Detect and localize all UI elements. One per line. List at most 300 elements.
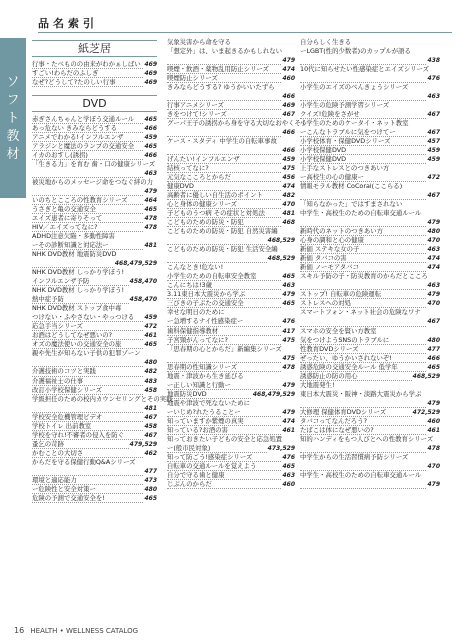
index-entry — [300, 408, 440, 417]
entry-title: グーパ王子の誘拐から身を守る大切なおやくそく — [167, 119, 308, 128]
index-entry — [32, 133, 157, 142]
index-entry — [167, 191, 295, 200]
entry-title: 誘惑防止の防の用心 — [300, 371, 358, 380]
entry-title: 知って防ごう!感染症シリーズ — [167, 452, 253, 461]
entry-page: 480 — [144, 485, 157, 493]
index-entry — [32, 286, 157, 295]
entry-page: 465 — [282, 300, 295, 308]
entry-title: 赤ぎさんちゃんと学ぼう交通ルール — [32, 115, 135, 124]
index-column-1 — [32, 38, 173, 503]
index-column-3 — [300, 38, 440, 489]
entry-page: 459 — [427, 147, 440, 155]
entry-title: 子どものうつ病 その症状と対処法 — [167, 209, 265, 218]
index-entry — [167, 83, 295, 92]
index-entry — [32, 494, 157, 503]
entry-page: 465 — [144, 116, 157, 124]
index-entry — [32, 377, 157, 386]
entry-page: 468,529 — [267, 255, 295, 263]
entry-page: 469 — [144, 79, 157, 87]
index-entry — [167, 426, 295, 435]
entry-title: 新価 ノーモアタバコ — [300, 263, 359, 272]
index-entry — [32, 277, 157, 286]
entry-title: 小学生の危険予測学習シリーズ — [300, 101, 390, 110]
index-entry — [300, 47, 440, 56]
index-entry — [167, 390, 295, 399]
entry-page: 473 — [144, 476, 157, 484]
entry-title: 上手なストレスとのつきあい方 — [300, 164, 390, 173]
entry-page: 465 — [427, 363, 440, 371]
entry-title: 幸せな明日のために — [167, 308, 225, 317]
index-entry — [167, 110, 295, 119]
index-entry — [167, 327, 295, 336]
index-entry — [300, 444, 440, 453]
entry-page: 473,529 — [267, 444, 295, 452]
entry-title: こどものための防災・防犯 — [167, 218, 244, 227]
entry-title: ケース・スタディ 中学生の自転車事故 — [167, 137, 277, 146]
entry-page: 475 — [282, 354, 295, 362]
entry-title: 学校安全危機管理ビデオ — [32, 412, 103, 421]
entry-title: 気をつけようSNSのトラブルに — [300, 335, 390, 344]
entry-page: 466 — [282, 129, 295, 137]
entry-title: オズの魔法使いの交通安全の旅 — [32, 340, 122, 349]
index-entry — [32, 259, 157, 268]
entry-page: 482 — [144, 368, 157, 376]
entry-page: 466 — [144, 125, 157, 133]
entry-title: 小学生のエイズのべんきょうシリーズ — [300, 83, 409, 92]
index-entry — [32, 124, 157, 133]
entry-title: アラジンと魔法のランプの交通安全 — [32, 142, 135, 151]
entry-title: エイズ患者に寄りそって — [32, 214, 103, 223]
entry-title: インフルエンザ予防 — [32, 277, 90, 286]
index-entry — [167, 65, 295, 74]
index-entry — [167, 56, 295, 65]
entry-page: 470 — [427, 462, 440, 470]
entry-title: イカのおすし(誘拐) — [32, 151, 88, 160]
entry-page: 464 — [144, 197, 157, 205]
side-tab — [0, 38, 26, 198]
index-entry — [300, 137, 440, 146]
index-entry — [32, 169, 157, 178]
entry-page: 476 — [282, 453, 295, 461]
index-entry — [32, 394, 173, 404]
index-entry — [32, 422, 157, 431]
entry-title: 情報モラル教材 CoCoral(ここらる) — [300, 182, 403, 191]
entry-page: 462 — [144, 449, 157, 457]
entry-title: 大修理 保健体育DVDシリーズ — [300, 407, 387, 416]
entry-page: 479 — [282, 408, 295, 416]
index-entry — [32, 214, 157, 223]
entry-page: 466 — [282, 147, 295, 155]
entry-title: ーその診断知識と対応法ー — [32, 241, 109, 250]
index-entry — [167, 354, 295, 363]
index-entry — [32, 196, 157, 205]
index-entry — [167, 137, 295, 146]
entry-title: 応急手当シリーズ — [32, 322, 83, 331]
entry-page: 472 — [427, 174, 440, 182]
entry-title: 子宮頸がんってなに? — [167, 335, 228, 344]
entry-title: 新価 ステキな女の子 — [300, 245, 360, 254]
entry-title: 小学生のためのケータイ・ネット教室 — [300, 119, 409, 128]
entry-page: 465 — [144, 143, 157, 151]
entry-title: 介護福祉士の仕事 — [32, 376, 84, 385]
entry-title: たばこは体になぜ悪いの? — [300, 425, 374, 434]
entry-title: 中学生・高校生のための自転車交通ルール — [300, 209, 422, 218]
entry-page: 479 — [427, 291, 440, 299]
index-entry — [300, 200, 440, 209]
entry-title: きをつけて!シリーズ — [167, 110, 227, 119]
index-entry — [32, 160, 157, 169]
entry-title: ー(般市民対象) — [167, 443, 211, 452]
entry-page: 479 — [427, 399, 440, 407]
index-entry — [32, 187, 157, 196]
index-entry — [167, 417, 295, 426]
entry-title: 気象災害から命を守る — [167, 38, 231, 46]
entry-page: 463 — [427, 93, 440, 101]
entry-page: 472,529 — [412, 408, 440, 416]
entry-page: 475 — [282, 336, 295, 344]
entry-title: スマホの安全を賢い方教室 — [300, 326, 377, 335]
index-entry — [300, 345, 440, 354]
entry-page: 475 — [282, 165, 295, 173]
entry-title: 知っている?お酒の害 — [167, 425, 228, 434]
entry-title: 小学生のための自転車安全教室 — [167, 272, 257, 281]
index-entry — [167, 462, 295, 471]
index-entry — [167, 200, 295, 209]
entry-title: こどものための防災・防犯 自然災害編 — [167, 227, 278, 236]
entry-page: 474 — [282, 183, 295, 191]
entry-title: 三びきの子ぶたの交通安全 — [167, 299, 244, 308]
entry-page: 465 — [144, 494, 157, 502]
index-entry — [300, 336, 440, 345]
index-entry — [300, 453, 440, 462]
entry-title: 歯科保健指導教材 — [167, 326, 219, 335]
entry-page: 480 — [427, 228, 440, 236]
entry-title: 自分で守る歯と健康 — [167, 470, 225, 479]
entry-title: クイズ!危険をさがせ — [300, 110, 360, 119]
entry-title: 小学校体育・保健DVDシリーズ — [300, 137, 391, 146]
entry-title: NHK DVD教材 ストップ食中毒 — [32, 304, 122, 313]
entry-page: 465 — [144, 206, 157, 214]
entry-page: 459 — [144, 314, 157, 322]
entry-title: こんにちは!3歳 — [167, 281, 212, 290]
entry-page: 461 — [144, 332, 157, 340]
entry-title: ストップ! 自転車の危険運転 — [300, 290, 382, 299]
entry-page: 456 — [282, 174, 295, 182]
entry-title: 東日本大震災・阪神・淡路大震災から学ぶ — [300, 389, 422, 398]
section-heading-kamishibai: 紙芝居 — [32, 40, 157, 57]
entry-page: 474 — [282, 417, 295, 425]
index-entry — [167, 101, 295, 110]
entry-page: 467 — [282, 111, 295, 119]
entry-title: 元気なこころとからだ — [167, 173, 231, 182]
index-entry — [167, 164, 295, 173]
entry-page: 461 — [282, 426, 295, 434]
entry-title: HIV／エイズってなに? — [32, 223, 98, 232]
entry-title: 学校トイレ 出前教室 — [32, 421, 92, 430]
entry-title: 3.11東日本大震災から学ぶ — [167, 290, 246, 299]
index-entry — [300, 272, 440, 281]
entry-title: かむことの大切さ — [32, 448, 84, 457]
entry-title: 誘惑危険の交通安全ルール 低学年 — [300, 362, 398, 371]
entry-title: ー正しい知識と行動ー — [167, 380, 231, 389]
index-entry — [300, 119, 440, 128]
index-entry — [300, 471, 440, 480]
index-entry — [300, 110, 440, 119]
index-entry — [300, 381, 440, 390]
header-rule — [38, 32, 452, 33]
index-entry — [300, 155, 440, 164]
index-entry — [32, 404, 157, 413]
index-entry — [300, 399, 440, 408]
index-entry — [167, 444, 295, 453]
index-entry — [300, 327, 440, 336]
entry-title: 喫煙・飲酒・薬物乱用防止シリーズ — [167, 65, 269, 74]
entry-title: 知っておきたい子どもの安全と応急処置 — [167, 434, 283, 443]
page-header — [0, 0, 462, 36]
index-entry — [167, 128, 295, 137]
entry-title: なぜ?どうして?たのしい行事 — [32, 78, 116, 87]
index-entry — [300, 354, 440, 363]
entry-page: 481 — [282, 210, 295, 218]
entry-title: 知っていますか紫煙の真実 — [167, 416, 244, 425]
entry-title: ーこんなトラブルに気をつけてー — [300, 128, 396, 137]
entry-page: 483 — [144, 377, 157, 385]
entry-page: 463 — [427, 246, 440, 254]
entry-title: 知的ハンディをもつ人びとへの性教育シリーズ — [300, 434, 434, 443]
entry-title: 改訂小学校保健シリーズ — [32, 385, 102, 394]
index-entry — [32, 250, 157, 259]
entry-page: 465 — [282, 462, 295, 470]
entry-title: 「思春期の心とからだ」新編集シリーズ — [167, 344, 282, 353]
entry-title: 学級担任のための校内カウンセリングとその実践 — [32, 394, 173, 403]
entry-page: 463 — [144, 170, 157, 178]
index-entry — [300, 426, 440, 435]
entry-page: 468,529 — [412, 372, 440, 380]
entry-page: 468,479,529 — [252, 390, 295, 398]
entry-title: うさぎと亀の交通安全 — [32, 205, 96, 214]
entry-title: 「生きる力」を育む 歯・口の健康シリーズ — [32, 160, 156, 169]
entry-page: 458 — [144, 422, 157, 430]
index-entry — [32, 485, 157, 494]
entry-page: 479 — [144, 188, 157, 196]
entry-title: スキル予防の子・防災教育のからだとこころ — [300, 272, 428, 281]
entry-title: 小学校保健DVD — [300, 155, 347, 164]
index-entry — [300, 182, 440, 191]
entry-title: 高齢者に優しい自生活のポイント — [167, 191, 263, 200]
entry-page: 481 — [144, 404, 157, 412]
entry-title: ADHD注意欠陥・多動性障害 — [32, 232, 115, 241]
entry-title: 行事・たべものの由来がわかぁしばい — [32, 60, 141, 68]
entry-page: 459 — [427, 156, 440, 164]
entry-page: 458,470 — [129, 278, 157, 286]
entry-title: すごい!わらだのふしぎ — [32, 69, 99, 78]
entry-title: アニメでわかる!インフルエンザ — [32, 133, 124, 142]
entry-page: 480 — [427, 336, 440, 344]
index-column-2 — [167, 38, 308, 489]
index-entry — [32, 205, 157, 214]
index-entry — [32, 449, 157, 458]
index-entry — [32, 178, 157, 187]
entry-title: 環境と適応能力 — [32, 475, 77, 484]
index-entry — [300, 435, 440, 444]
index-entry — [300, 38, 440, 47]
entry-page: 479 — [282, 381, 295, 389]
index-entry — [300, 128, 440, 137]
index-entry — [167, 146, 295, 155]
entry-page: 472 — [144, 323, 157, 331]
entry-title: 親や先生が知らない子供の犯罪ゾーン — [32, 349, 141, 358]
entry-title: 「想定外」は、いま起きるかもしれない — [167, 47, 283, 56]
entry-title: 喫煙防止シリーズ — [167, 74, 218, 83]
entry-page: 465 — [144, 341, 157, 349]
index-entry — [167, 381, 295, 390]
section-heading-dvd: DVD — [32, 95, 157, 112]
entry-title: スマートフォン・ネット社会の危険なワナ — [300, 308, 421, 317]
entry-title: 中学生からの生活習慣病予防シリーズ — [300, 452, 409, 461]
entry-page: 480 — [144, 359, 157, 367]
index-entry — [300, 227, 440, 236]
entry-title: ー危険性と安全対策ー — [32, 484, 96, 493]
index-entry — [300, 65, 440, 74]
index-entry — [300, 480, 440, 489]
entry-title: 「知らなかった」ではすまされない — [300, 200, 403, 209]
index-entry — [167, 74, 295, 83]
entry-title: きみならどうする? ゆうかいいたずら — [167, 83, 275, 92]
entry-page: 478 — [427, 444, 440, 452]
index-entry — [167, 227, 295, 236]
entry-page: 468,479,529 — [114, 260, 157, 268]
entry-title: 新価 タバコの害 — [300, 254, 347, 263]
index-entry — [32, 151, 157, 160]
index-entry — [300, 101, 440, 110]
entry-page: 470 — [282, 201, 295, 209]
entry-title: ぜったい、ゆうかいされないぞ! — [300, 353, 392, 362]
entry-title: こんなとき!危ない! — [167, 263, 224, 272]
entry-page: 467 — [427, 129, 440, 137]
index-entry — [32, 241, 157, 250]
entry-title: 熱中症予防 — [32, 295, 64, 304]
entry-title: 心身の調和と心の健康 — [300, 236, 364, 245]
index-entry — [167, 471, 295, 480]
index-entry — [167, 92, 295, 101]
index-entry — [32, 431, 157, 440]
entry-title: 自分らしく生きる — [300, 38, 352, 46]
index-entry — [300, 209, 440, 218]
entry-page: 479 — [282, 57, 295, 65]
index-entry — [167, 480, 295, 489]
entry-page: 470 — [427, 300, 440, 308]
entry-page: 417 — [282, 327, 295, 335]
index-entry — [300, 317, 440, 326]
entry-page: 466 — [144, 152, 157, 160]
entry-title: 地震・津波から生き延びる — [167, 371, 244, 380]
entry-page: 460 — [282, 75, 295, 83]
entry-page: 470 — [427, 237, 440, 245]
index-entry — [32, 413, 157, 422]
index-entry — [300, 191, 440, 200]
entry-page: 459 — [144, 134, 157, 142]
entry-page: 479 — [427, 480, 440, 488]
index-entry — [167, 182, 295, 191]
entry-page: 476 — [282, 318, 295, 326]
entry-page: 463 — [427, 282, 440, 290]
entry-page: 481 — [144, 242, 157, 250]
entry-title: 心と身体の健康シリーズ — [167, 200, 237, 209]
entry-page: 467 — [427, 192, 440, 200]
index-entry — [32, 223, 157, 232]
index-entry — [300, 308, 440, 317]
entry-page: 469 — [144, 70, 157, 78]
entry-page: 478 — [282, 363, 295, 371]
entry-title: 危険の予測で交通安全を! — [32, 493, 105, 502]
entry-page: 477 — [427, 345, 440, 353]
entry-page: 467 — [427, 111, 440, 119]
entry-title: 思春期の性知識シリーズ — [167, 362, 237, 371]
entry-title: 結核ってなに? — [167, 164, 209, 173]
entry-title: タバコってなんだろう? — [300, 416, 367, 425]
entry-page: 460 — [282, 480, 295, 488]
entry-page: 474 — [427, 264, 440, 272]
index-entry — [32, 467, 157, 476]
entry-page: 474 — [427, 255, 440, 263]
entry-title: じぶんのからだ — [167, 479, 212, 488]
index-entry — [300, 164, 440, 173]
entry-title: つけない・ふやさない・やっつける — [32, 313, 135, 322]
entry-page: 477 — [144, 467, 157, 475]
index-entry — [167, 408, 295, 417]
entry-page: 482 — [282, 192, 295, 200]
entry-page: 468,529 — [267, 237, 295, 245]
index-entry — [300, 74, 440, 83]
side-tab-label: ソフト教材 — [6, 75, 20, 162]
index-entry — [167, 435, 295, 444]
index-entry — [167, 363, 295, 372]
index-entry — [32, 440, 157, 449]
index-entry — [167, 372, 295, 381]
entry-title: 大地震発生! — [300, 380, 335, 389]
entry-page: 467 — [144, 413, 157, 421]
entry-title: ストレスへの対処 — [300, 299, 351, 308]
entry-title: げんたい!インフルエンザ — [167, 155, 240, 164]
index-entry — [300, 92, 440, 101]
index-entry — [167, 155, 295, 164]
entry-page: 459 — [282, 156, 295, 164]
entry-page: 467 — [144, 431, 157, 439]
entry-page: 460 — [427, 417, 440, 425]
entry-page: 479 — [427, 219, 440, 227]
entry-page: 463 — [282, 282, 295, 290]
index-entry — [167, 453, 295, 462]
index-entry — [32, 60, 157, 69]
index-entry — [300, 390, 440, 399]
entry-title: NHK DVD教材 しっかり学ぼう! — [32, 268, 125, 277]
index-entry — [167, 245, 295, 254]
entry-title: 地震や津波で死なないために — [167, 398, 251, 407]
page-title: 品名索引 — [38, 17, 98, 30]
index-entry — [300, 83, 440, 92]
index-entry — [32, 232, 157, 241]
entry-page: 467 — [427, 318, 440, 326]
index-entry — [300, 218, 440, 227]
entry-title: 学校を守れ!不審者の侵入を防ぐ — [32, 430, 125, 439]
index-entry — [32, 386, 157, 395]
index-entry — [32, 78, 157, 87]
index-entry — [300, 417, 440, 426]
entry-title: 介護技術のコツと実践 — [32, 367, 96, 376]
index-entry — [32, 367, 157, 376]
entry-page: 474 — [282, 66, 295, 74]
entry-title: あっ危ない きみならどうする — [32, 124, 118, 133]
